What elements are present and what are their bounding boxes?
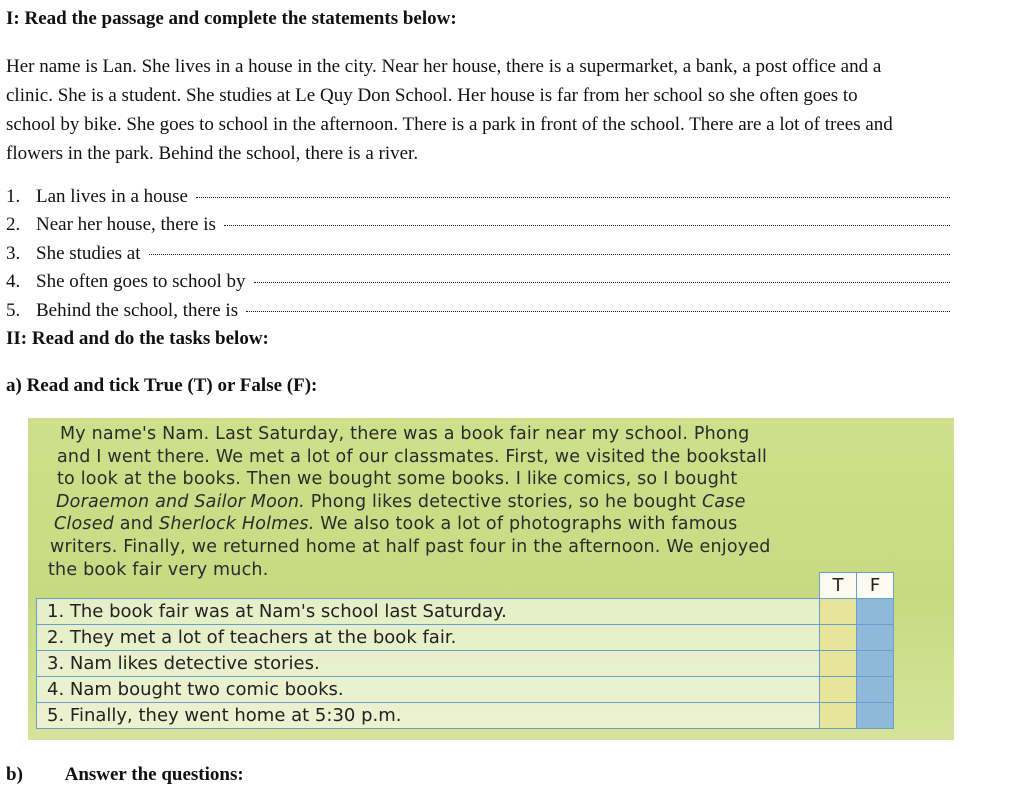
false-cell[interactable] (857, 651, 894, 677)
true-cell[interactable] (820, 625, 857, 651)
story-line: writers. Finally, we returned home at half past four in the afternoon. We enjoyed (50, 536, 771, 557)
question-text: 5. Finally, they went home at 5:30 p.m. (37, 703, 820, 729)
task-b-heading: b) Answer the questions: (6, 764, 244, 785)
statement-text: Behind the school, there is (36, 300, 239, 321)
statement-text: She often goes to school by (36, 271, 246, 292)
statement-number: 3. (6, 243, 21, 264)
question-text: 2. They met a lot of teachers at the book fair. (37, 625, 820, 651)
story-line: My name's Nam. Last Saturday, there was a book fair near my school. Phong (60, 424, 750, 444)
question-text: 4. Nam bought two comic books. (37, 677, 820, 703)
question-text: 1. The book fair was at Nam's school last Saturday. (37, 599, 820, 625)
task-a-heading: a) Read and tick True (T) or False (F): (6, 375, 318, 396)
story-fragment: Phong likes detective stories, so he bought (304, 491, 702, 512)
book-title: Doraemon and Sailor Moon. (56, 491, 305, 512)
false-cell[interactable] (857, 677, 894, 703)
statement-3 (6, 243, 950, 265)
story-line: and I went there. We met a lot of our classmates. First, we visited the bookstall (57, 446, 768, 467)
statement-number: 5. (6, 300, 21, 321)
question-text: 3. Nam likes detective stories. (37, 651, 820, 677)
section-2-heading: II: Read and do the tasks below: (6, 328, 269, 349)
false-cell[interactable] (857, 599, 894, 625)
column-true: T (820, 573, 857, 599)
true-false-table (36, 572, 894, 729)
book-title: Case (701, 491, 746, 512)
table-header (37, 573, 894, 599)
table-row (37, 625, 894, 651)
passage-line: Her name is Lan. She lives in a house in the city. Near her house, there is a supermarket, a bank, a post office and a (6, 56, 882, 77)
passage (6, 52, 1014, 168)
false-cell[interactable] (857, 703, 894, 729)
book-title: Closed (54, 514, 114, 535)
true-cell[interactable] (820, 651, 857, 677)
story-line (48, 513, 943, 536)
story-line: the book fair very much. (48, 559, 269, 580)
passage-line: school by bike. She goes to school in the afternoon. There is a park in front of the school. There are a lot of trees and (6, 114, 893, 135)
answer-blank[interactable] (224, 225, 950, 226)
book-title: Sherlock Holmes. (159, 514, 315, 535)
statement-number: 2. (6, 214, 21, 235)
column-false: F (857, 573, 894, 599)
true-cell[interactable] (820, 599, 857, 625)
passage-line: flowers in the park. Behind the school, there is a river. (6, 143, 419, 164)
statement-text: Lan lives in a house (36, 186, 188, 207)
table-row (37, 651, 894, 677)
statement-number: 1. (6, 186, 21, 207)
story-line (48, 491, 943, 514)
false-cell[interactable] (857, 625, 894, 651)
story-fragment: and (113, 514, 160, 535)
statement-4 (6, 271, 950, 293)
story-text (48, 423, 943, 581)
statement-text: Near her house, there is (36, 214, 216, 235)
passage-line: clinic. She is a student. She studies at Le Quy Don School. Her house is far from her school so she often goes to (6, 85, 858, 106)
story-line: to look at the books. Then we bought some books. I like comics, so I bought (57, 469, 738, 490)
answer-blank[interactable] (149, 254, 951, 255)
story-fragment: We also took a lot of photographs with famous (314, 514, 738, 535)
section-1-heading: I: Read the passage and complete the statements below: (6, 8, 457, 29)
answer-blank[interactable] (246, 311, 950, 312)
true-cell[interactable] (820, 677, 857, 703)
true-cell[interactable] (820, 703, 857, 729)
table-row (37, 599, 894, 625)
statement-number: 4. (6, 271, 21, 292)
table-row (37, 677, 894, 703)
answer-blank[interactable] (254, 282, 950, 283)
table-row (37, 703, 894, 729)
statement-1 (6, 186, 950, 208)
statement-5 (6, 300, 950, 322)
statement-text: She studies at (36, 243, 141, 264)
statement-2 (6, 214, 950, 236)
answer-blank[interactable] (196, 197, 950, 198)
